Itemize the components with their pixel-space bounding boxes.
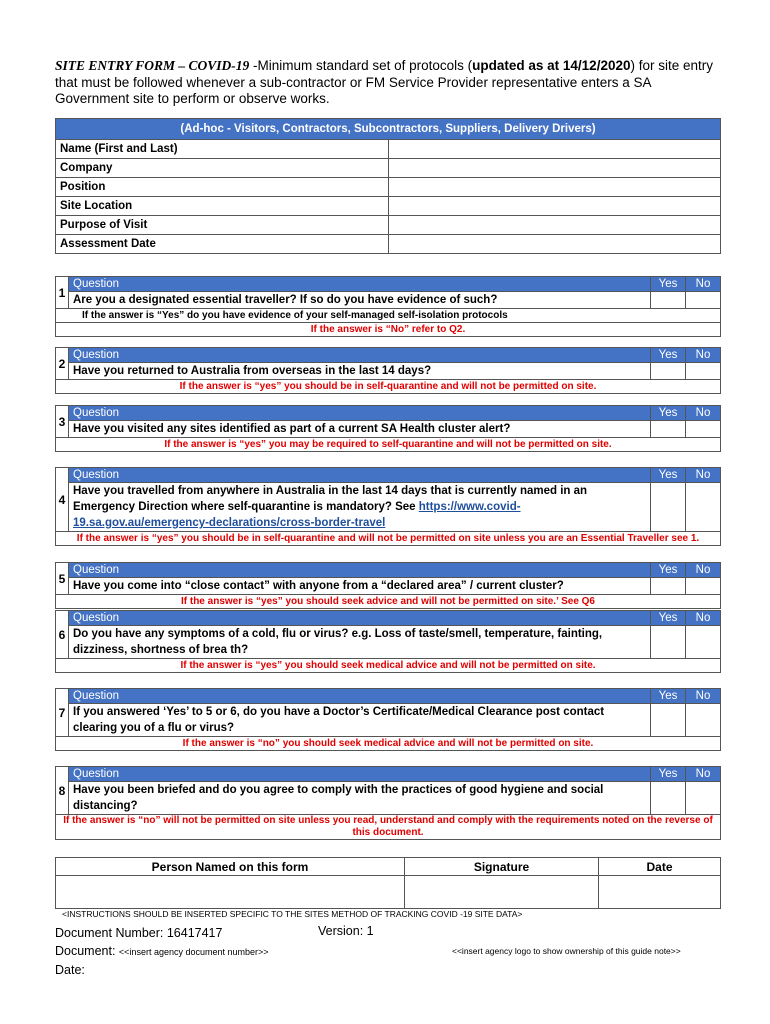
question-number: 7	[56, 689, 69, 737]
yes-checkbox[interactable]	[651, 782, 686, 815]
no-checkbox[interactable]	[686, 292, 721, 309]
question-heading: Question	[69, 468, 651, 483]
purpose-field[interactable]	[388, 216, 721, 235]
question-note: If the answer is “no” will not be permitted on site unless you read, understand and comply with the requirements noted on the reverse of this document.	[56, 815, 721, 840]
form-intro-end: ) for site entry that must be followed whenever a sub-contractor or FM Service Provider representative enters a SA Government site to perform or observe works.	[55, 58, 714, 106]
document-value: <<insert agency document number>>	[118, 947, 269, 957]
company-label: Company	[56, 159, 389, 178]
purpose-label: Purpose of Visit	[56, 216, 389, 235]
question-note-yes: If the answer is “Yes” do you have evidence of your self-managed self-isolation protocols	[56, 309, 721, 323]
updated-date: updated as at 14/12/2020	[472, 58, 631, 73]
question-number: 5	[56, 563, 69, 595]
no-checkbox[interactable]	[686, 483, 721, 532]
yes-label: Yes	[651, 468, 686, 483]
question-1	[55, 276, 721, 337]
question-heading: Question	[69, 689, 651, 704]
position-label: Position	[56, 178, 389, 197]
question-4	[55, 467, 721, 546]
document-line	[55, 942, 269, 961]
signature-table	[55, 857, 721, 909]
person-named-header: Person Named on this form	[56, 858, 405, 876]
question-5	[55, 562, 721, 609]
question-8	[55, 766, 721, 840]
person-named-field[interactable]	[56, 876, 405, 909]
question-heading: Question	[69, 348, 651, 363]
yes-label: Yes	[651, 563, 686, 578]
no-label: No	[686, 277, 721, 292]
version: Version: 1	[318, 924, 374, 938]
no-label: No	[686, 406, 721, 421]
yes-checkbox[interactable]	[651, 363, 686, 380]
document-number: Document Number: 16417417	[55, 926, 223, 940]
yes-checkbox[interactable]	[651, 292, 686, 309]
position-field[interactable]	[388, 178, 721, 197]
question-note: If the answer is “yes” you should be in self-quarantine and will not be permitted on site.	[56, 380, 721, 394]
question-note-no: If the answer is “No” refer to Q2.	[56, 323, 721, 337]
yes-label: Yes	[651, 348, 686, 363]
question-heading: Question	[69, 563, 651, 578]
signature-field[interactable]	[405, 876, 599, 909]
cross-border-travel-link[interactable]: https://www.covid-19.sa.gov.au/emergency-declarations/cross-border-travel	[73, 501, 521, 529]
no-checkbox[interactable]	[686, 704, 721, 737]
name-label: Name (First and Last)	[56, 140, 389, 159]
question-note: If the answer is “no” you should seek medical advice and will not be permitted on site.	[56, 737, 721, 751]
yes-checkbox[interactable]	[651, 421, 686, 438]
document-footer	[55, 924, 269, 979]
company-field[interactable]	[388, 159, 721, 178]
signature-header: Signature	[405, 858, 599, 876]
no-label: No	[686, 611, 721, 626]
question-note: If the answer is “yes” you may be required to self-quarantine and will not be permitted on site.	[56, 438, 721, 452]
no-checkbox[interactable]	[686, 421, 721, 438]
no-label: No	[686, 767, 721, 782]
date-line: Date:	[55, 963, 85, 977]
question-heading: Question	[69, 767, 651, 782]
question-number: 8	[56, 767, 69, 815]
date-field[interactable]	[599, 876, 721, 909]
question-heading: Question	[69, 611, 651, 626]
visitor-category-bar: (Ad-hoc - Visitors, Contractors, Subcontractors, Suppliers, Delivery Drivers)	[56, 119, 721, 140]
question-heading: Question	[69, 406, 651, 421]
no-label: No	[686, 468, 721, 483]
no-label: No	[686, 689, 721, 704]
question-number: 2	[56, 348, 69, 380]
site-location-field[interactable]	[388, 197, 721, 216]
document-label: Document:	[55, 944, 119, 958]
question-number: 3	[56, 406, 69, 438]
yes-checkbox[interactable]	[651, 704, 686, 737]
site-location-label: Site Location	[56, 197, 389, 216]
question-3	[55, 405, 721, 452]
agency-logo-placeholder: <<insert agency logo to show ownership of this guide note>>	[452, 946, 681, 956]
question-note: If the answer is “yes” you should seek advice and will not be permitted on site.’ See Q6	[56, 595, 721, 609]
question-text: Are you a designated essential traveller? If so do you have evidence of such?	[69, 292, 651, 309]
no-label: No	[686, 348, 721, 363]
date-header: Date	[599, 858, 721, 876]
name-field[interactable]	[388, 140, 721, 159]
yes-label: Yes	[651, 406, 686, 421]
yes-checkbox[interactable]	[651, 483, 686, 532]
question-2	[55, 347, 721, 394]
question-number: 6	[56, 611, 69, 659]
form-intro: -Minimum standard set of protocols (	[249, 58, 473, 73]
question-number: 1	[56, 277, 69, 309]
visitor-info-table	[55, 118, 721, 254]
question-text	[69, 483, 651, 532]
yes-label: Yes	[651, 767, 686, 782]
no-label: No	[686, 563, 721, 578]
question-text-body: Have you travelled from anywhere in Australia in the last 14 days that is currently named in an Emergency Direction where self-quarantine is mandatory? See	[73, 485, 588, 513]
no-checkbox[interactable]	[686, 782, 721, 815]
form-header	[55, 58, 725, 108]
question-note: If the answer is “yes” you should be in self-quarantine and will not be permitted on site unless you are an Essential Traveller see 1.	[56, 532, 721, 546]
question-text: Have you been briefed and do you agree to comply with the practices of good hygiene and social distancing?	[69, 782, 651, 815]
question-text: Have you come into “close contact” with anyone from a “declared area” / current cluster?	[69, 578, 651, 595]
question-heading: Question	[69, 277, 651, 292]
question-text: Do you have any symptoms of a cold, flu or virus? e.g. Loss of taste/smell, temperature, fainting, dizziness, shortness of brea th?	[69, 626, 651, 659]
question-6	[55, 610, 721, 673]
question-7	[55, 688, 721, 751]
no-checkbox[interactable]	[686, 578, 721, 595]
no-checkbox[interactable]	[686, 626, 721, 659]
question-text: Have you visited any sites identified as part of a current SA Health cluster alert?	[69, 421, 651, 438]
no-checkbox[interactable]	[686, 363, 721, 380]
form-title: SITE ENTRY FORM – COVID-19	[55, 58, 250, 73]
instructions-placeholder: <INSTRUCTIONS SHOULD BE INSERTED SPECIFIC TO THE SITES METHOD OF TRACKING COVID -19 SITE DATA>	[62, 909, 523, 919]
yes-label: Yes	[651, 277, 686, 292]
question-note: If the answer is “yes” you should seek medical advice and will not be permitted on site.	[56, 659, 721, 673]
yes-label: Yes	[651, 689, 686, 704]
assessment-date-field[interactable]	[388, 235, 721, 254]
question-number: 4	[56, 468, 69, 532]
yes-checkbox[interactable]	[651, 626, 686, 659]
yes-label: Yes	[651, 611, 686, 626]
question-text: If you answered ‘Yes’ to 5 or 6, do you have a Doctor’s Certificate/Medical Clearance post contact clearing you of a flu or virus?	[69, 704, 651, 737]
assessment-date-label: Assessment Date	[56, 235, 389, 254]
question-text: Have you returned to Australia from overseas in the last 14 days?	[69, 363, 651, 380]
yes-checkbox[interactable]	[651, 578, 686, 595]
